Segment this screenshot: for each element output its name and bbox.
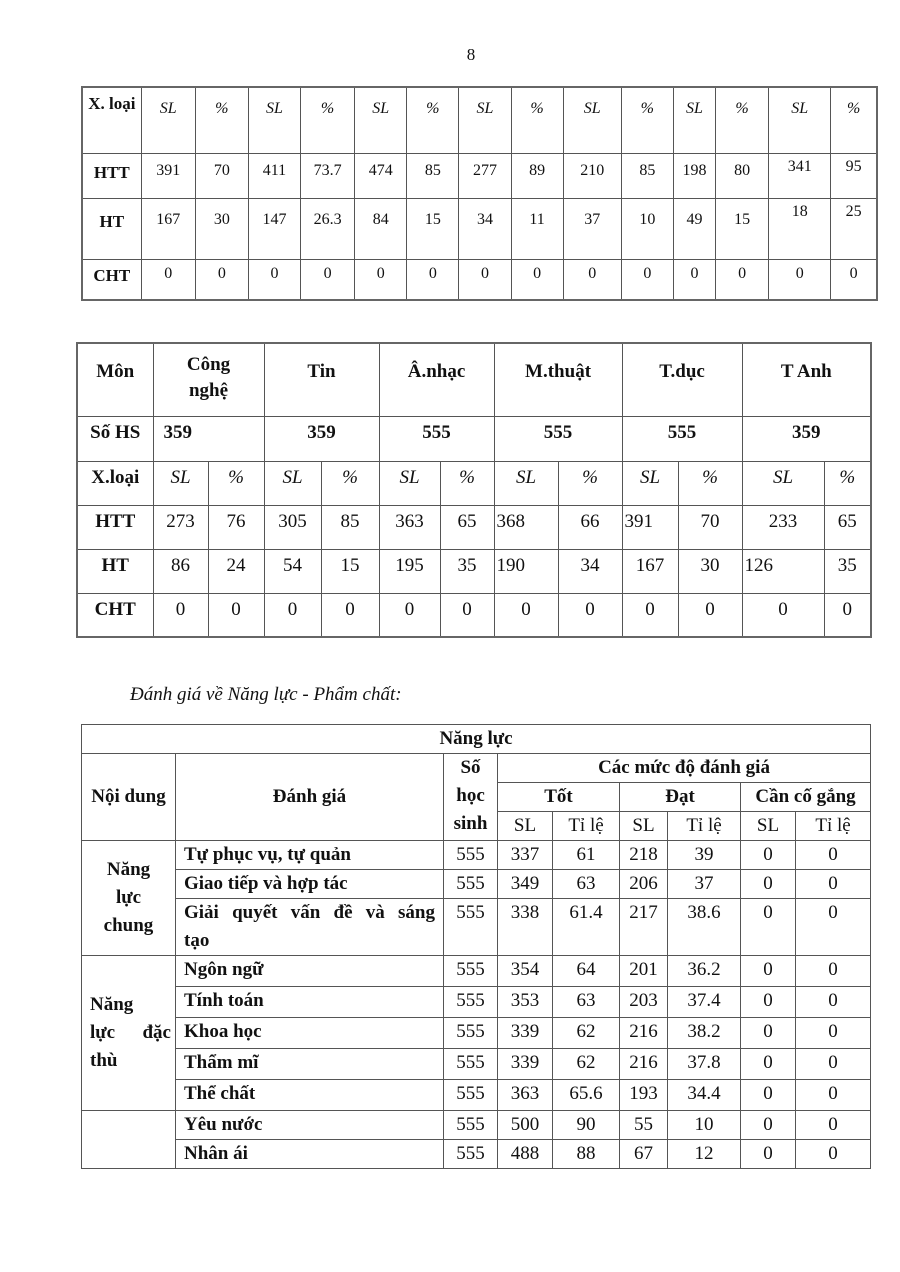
row-label: HTT	[82, 153, 141, 198]
cell: 0	[796, 1111, 871, 1140]
cell: 54	[264, 549, 321, 593]
cell: 63	[553, 987, 620, 1018]
col-header: SL	[769, 87, 831, 153]
cell: 38.6	[668, 899, 741, 956]
cell: 474	[355, 153, 407, 198]
cell: 10	[668, 1111, 741, 1140]
row-label: HT	[77, 549, 153, 593]
cell: 0	[796, 1080, 871, 1111]
student-count: 555	[444, 1111, 498, 1140]
student-count: 555	[444, 1080, 498, 1111]
table-row	[82, 259, 877, 300]
cell: 0	[459, 259, 511, 300]
cell: 206	[620, 870, 668, 899]
col-header: SL	[355, 87, 407, 153]
student-count: 555	[444, 841, 498, 870]
cell: 0	[355, 259, 407, 300]
cell: 354	[498, 956, 553, 987]
cell: 0	[796, 899, 871, 956]
cell: 65.6	[553, 1080, 620, 1111]
student-count: 359	[264, 416, 379, 461]
table-row	[82, 1140, 871, 1169]
cell: 198	[673, 153, 715, 198]
col-header: SL	[742, 461, 824, 505]
cell: 0	[716, 259, 769, 300]
cell: 70	[678, 505, 742, 549]
cell: 0	[558, 593, 622, 637]
cell: 0	[796, 1018, 871, 1049]
subject-results-table	[76, 342, 872, 638]
cell: 0	[301, 259, 355, 300]
col-header: %	[407, 87, 459, 153]
cell: 38.2	[668, 1018, 741, 1049]
col-header: %	[440, 461, 494, 505]
cell: 0	[248, 259, 300, 300]
cell: 55	[620, 1111, 668, 1140]
col-header: %	[195, 87, 248, 153]
cell: 0	[742, 593, 824, 637]
cell: 337	[498, 841, 553, 870]
cell: 167	[141, 198, 195, 259]
cell: 63	[553, 870, 620, 899]
cell: 341	[769, 153, 831, 198]
cell: 0	[673, 259, 715, 300]
subject-name: Công nghệ	[153, 343, 264, 416]
cell: 88	[553, 1140, 620, 1169]
cell: 61.4	[553, 899, 620, 956]
col-header: SL	[141, 87, 195, 153]
cell: 37.4	[668, 987, 741, 1018]
page-number: 8	[466, 45, 476, 64]
row-label: CHT	[82, 259, 141, 300]
cell: 353	[498, 987, 553, 1018]
student-count-row	[77, 416, 871, 461]
cell: 147	[248, 198, 300, 259]
assessment-item: Yêu nước	[176, 1111, 444, 1140]
cell: 84	[355, 198, 407, 259]
cell: 0	[741, 1111, 796, 1140]
cell: 0	[678, 593, 742, 637]
cell: 65	[824, 505, 871, 549]
table-row	[82, 198, 877, 259]
col-header: SL	[264, 461, 321, 505]
row-label: HT	[82, 198, 141, 259]
cell: 34	[459, 198, 511, 259]
cell: 210	[563, 153, 621, 198]
student-count: 555	[444, 1140, 498, 1169]
col-header: SL	[563, 87, 621, 153]
cell: 0	[264, 593, 321, 637]
col-header: SL	[741, 812, 796, 841]
classification-table-continued	[81, 86, 878, 301]
table-row	[82, 1018, 871, 1049]
col-header: %	[208, 461, 264, 505]
cell: 0	[153, 593, 208, 637]
cell: 0	[824, 593, 871, 637]
col-header: %	[831, 87, 877, 153]
student-count: 555	[494, 416, 622, 461]
table-row	[77, 505, 871, 549]
cell: 0	[494, 593, 558, 637]
assessment-item: Tự phục vụ, tự quản	[176, 841, 444, 870]
group-label: Năng lực đặc thù	[82, 956, 176, 1111]
subject-header-row	[77, 343, 871, 416]
cell: 34	[558, 549, 622, 593]
cell: 349	[498, 870, 553, 899]
student-count: 555	[622, 416, 742, 461]
cell: 30	[678, 549, 742, 593]
col-header: %	[716, 87, 769, 153]
cell: 190	[494, 549, 558, 593]
table-row	[77, 593, 871, 637]
cell: 15	[321, 549, 379, 593]
cell: 86	[153, 549, 208, 593]
content-header: Nội dung	[82, 754, 176, 841]
students-header: Số học sinh	[444, 754, 498, 841]
cell: 339	[498, 1049, 553, 1080]
cell: 12	[668, 1140, 741, 1169]
col-header: SL	[620, 812, 668, 841]
subject-name: Tin	[264, 343, 379, 416]
row-label: HTT	[77, 505, 153, 549]
subject-name: T.dục	[622, 343, 742, 416]
col-header: %	[621, 87, 673, 153]
cell: 90	[553, 1111, 620, 1140]
cell: 37.8	[668, 1049, 741, 1080]
assessment-item: Nhân ái	[176, 1140, 444, 1169]
cell: 500	[498, 1111, 553, 1140]
level-pass: Đạt	[620, 783, 741, 812]
col-header: SL	[673, 87, 715, 153]
cell: 0	[321, 593, 379, 637]
cell: 70	[195, 153, 248, 198]
col-header: SL	[494, 461, 558, 505]
cell: 0	[511, 259, 563, 300]
col-header: %	[511, 87, 563, 153]
cell: 35	[440, 549, 494, 593]
assessment-item: Thể chất	[176, 1080, 444, 1111]
assessment-item: Khoa học	[176, 1018, 444, 1049]
cell: 34.4	[668, 1080, 741, 1111]
col-header: %	[321, 461, 379, 505]
cell: 0	[769, 259, 831, 300]
cell: 193	[620, 1080, 668, 1111]
cell: 216	[620, 1049, 668, 1080]
col-header: Tỉ lệ	[553, 812, 620, 841]
cell: 0	[831, 259, 877, 300]
cell: 391	[141, 153, 195, 198]
cell: 11	[511, 198, 563, 259]
cell: 0	[741, 899, 796, 956]
cell: 216	[620, 1018, 668, 1049]
row-label: CHT	[77, 593, 153, 637]
cell: 0	[741, 1140, 796, 1169]
table1-header-row	[82, 87, 877, 153]
assessment-item: Tính toán	[176, 987, 444, 1018]
col-header: %	[824, 461, 871, 505]
cell: 35	[824, 549, 871, 593]
student-count: 359	[153, 416, 264, 461]
cell: 0	[796, 1140, 871, 1169]
cell: 167	[622, 549, 678, 593]
cell: 0	[741, 1018, 796, 1049]
student-count: 555	[444, 1049, 498, 1080]
cell: 0	[379, 593, 440, 637]
cell: 338	[498, 899, 553, 956]
group-label	[82, 1111, 176, 1169]
cell: 0	[741, 870, 796, 899]
student-count: 555	[444, 899, 498, 956]
classification-header: X. loại	[82, 87, 141, 153]
cell: 0	[741, 956, 796, 987]
subject-name: T Anh	[742, 343, 871, 416]
student-count-label: Số HS	[77, 416, 153, 461]
cell: 39	[668, 841, 741, 870]
table-row	[82, 987, 871, 1018]
classification-header-row	[77, 461, 871, 505]
group-label: Năng lực chung	[82, 841, 176, 956]
table-row	[77, 549, 871, 593]
col-header: Tỉ lệ	[668, 812, 741, 841]
cell: 0	[195, 259, 248, 300]
assessment-item: Ngôn ngữ	[176, 956, 444, 987]
cell: 62	[553, 1018, 620, 1049]
cell: 0	[741, 987, 796, 1018]
table-row	[82, 1049, 871, 1080]
subject-name: Â.nhạc	[379, 343, 494, 416]
cell: 15	[716, 198, 769, 259]
cell: 277	[459, 153, 511, 198]
student-count: 555	[444, 1018, 498, 1049]
cell: 0	[796, 841, 871, 870]
table-row	[82, 153, 877, 198]
cell: 73.7	[301, 153, 355, 198]
subject-label: Môn	[77, 343, 153, 416]
cell: 67	[620, 1140, 668, 1169]
cell: 339	[498, 1018, 553, 1049]
level-needs-effort: Cần cố gắng	[741, 783, 871, 812]
cell: 10	[621, 198, 673, 259]
cell: 26.3	[301, 198, 355, 259]
cell: 0	[563, 259, 621, 300]
levels-header: Các mức độ đánh giá	[498, 754, 871, 783]
assessment-header: Đánh giá	[176, 754, 444, 841]
cell: 80	[716, 153, 769, 198]
cell: 85	[321, 505, 379, 549]
level-good: Tốt	[498, 783, 620, 812]
table-row	[82, 956, 871, 987]
cell: 66	[558, 505, 622, 549]
cell: 0	[621, 259, 673, 300]
cell: 368	[494, 505, 558, 549]
assessment-item: Giải quyết vấn đề và sáng tạo	[176, 899, 444, 956]
cell: 0	[796, 987, 871, 1018]
student-count: 555	[444, 870, 498, 899]
cell: 49	[673, 198, 715, 259]
col-header: %	[301, 87, 355, 153]
cell: 363	[498, 1080, 553, 1111]
cell: 0	[741, 1049, 796, 1080]
student-count: 555	[444, 956, 498, 987]
cell: 0	[141, 259, 195, 300]
col-header: SL	[459, 87, 511, 153]
cell: 25	[831, 198, 877, 259]
cell: 36.2	[668, 956, 741, 987]
cell: 37	[563, 198, 621, 259]
student-count: 555	[379, 416, 494, 461]
cell: 0	[440, 593, 494, 637]
cell: 201	[620, 956, 668, 987]
col-header: %	[678, 461, 742, 505]
assessment-item: Giao tiếp và hợp tác	[176, 870, 444, 899]
table-row	[82, 1080, 871, 1111]
cell: 195	[379, 549, 440, 593]
competency-assessment-table	[81, 724, 871, 1169]
cell: 0	[796, 956, 871, 987]
cell: 218	[620, 841, 668, 870]
cell: 37	[668, 870, 741, 899]
cell: 18	[769, 198, 831, 259]
col-header: SL	[379, 461, 440, 505]
table-row	[82, 1111, 871, 1140]
cell: 0	[741, 1080, 796, 1111]
cell: 15	[407, 198, 459, 259]
col-header: SL	[153, 461, 208, 505]
table-row	[82, 899, 871, 956]
cell: 85	[407, 153, 459, 198]
cell: 363	[379, 505, 440, 549]
cell: 0	[622, 593, 678, 637]
student-count: 555	[444, 987, 498, 1018]
cell: 62	[553, 1049, 620, 1080]
classification-label: X.loại	[77, 461, 153, 505]
cell: 391	[622, 505, 678, 549]
cell: 217	[620, 899, 668, 956]
subject-name: M.thuật	[494, 343, 622, 416]
cell: 203	[620, 987, 668, 1018]
cell: 488	[498, 1140, 553, 1169]
cell: 233	[742, 505, 824, 549]
cell: 411	[248, 153, 300, 198]
cell: 89	[511, 153, 563, 198]
table-row	[82, 841, 871, 870]
cell: 0	[796, 1049, 871, 1080]
cell: 305	[264, 505, 321, 549]
table-row	[82, 870, 871, 899]
cell: 85	[621, 153, 673, 198]
cell: 0	[208, 593, 264, 637]
cell: 273	[153, 505, 208, 549]
cell: 0	[796, 870, 871, 899]
assessment-item: Thẩm mĩ	[176, 1049, 444, 1080]
col-header: SL	[622, 461, 678, 505]
cell: 0	[741, 841, 796, 870]
cell: 65	[440, 505, 494, 549]
col-header: SL	[248, 87, 300, 153]
cell: 24	[208, 549, 264, 593]
section-caption: Đánh giá về Năng lực - Phẩm chất:	[130, 684, 402, 705]
col-header: SL	[498, 812, 553, 841]
col-header: Tỉ lệ	[796, 812, 871, 841]
cell: 0	[407, 259, 459, 300]
table3-header-row-1	[82, 754, 871, 783]
cell: 61	[553, 841, 620, 870]
table-title: Năng lực	[82, 725, 871, 754]
student-count: 359	[742, 416, 871, 461]
col-header: %	[558, 461, 622, 505]
table3-title-row	[82, 725, 871, 754]
cell: 64	[553, 956, 620, 987]
cell: 30	[195, 198, 248, 259]
cell: 95	[831, 153, 877, 198]
cell: 76	[208, 505, 264, 549]
cell: 126	[742, 549, 824, 593]
